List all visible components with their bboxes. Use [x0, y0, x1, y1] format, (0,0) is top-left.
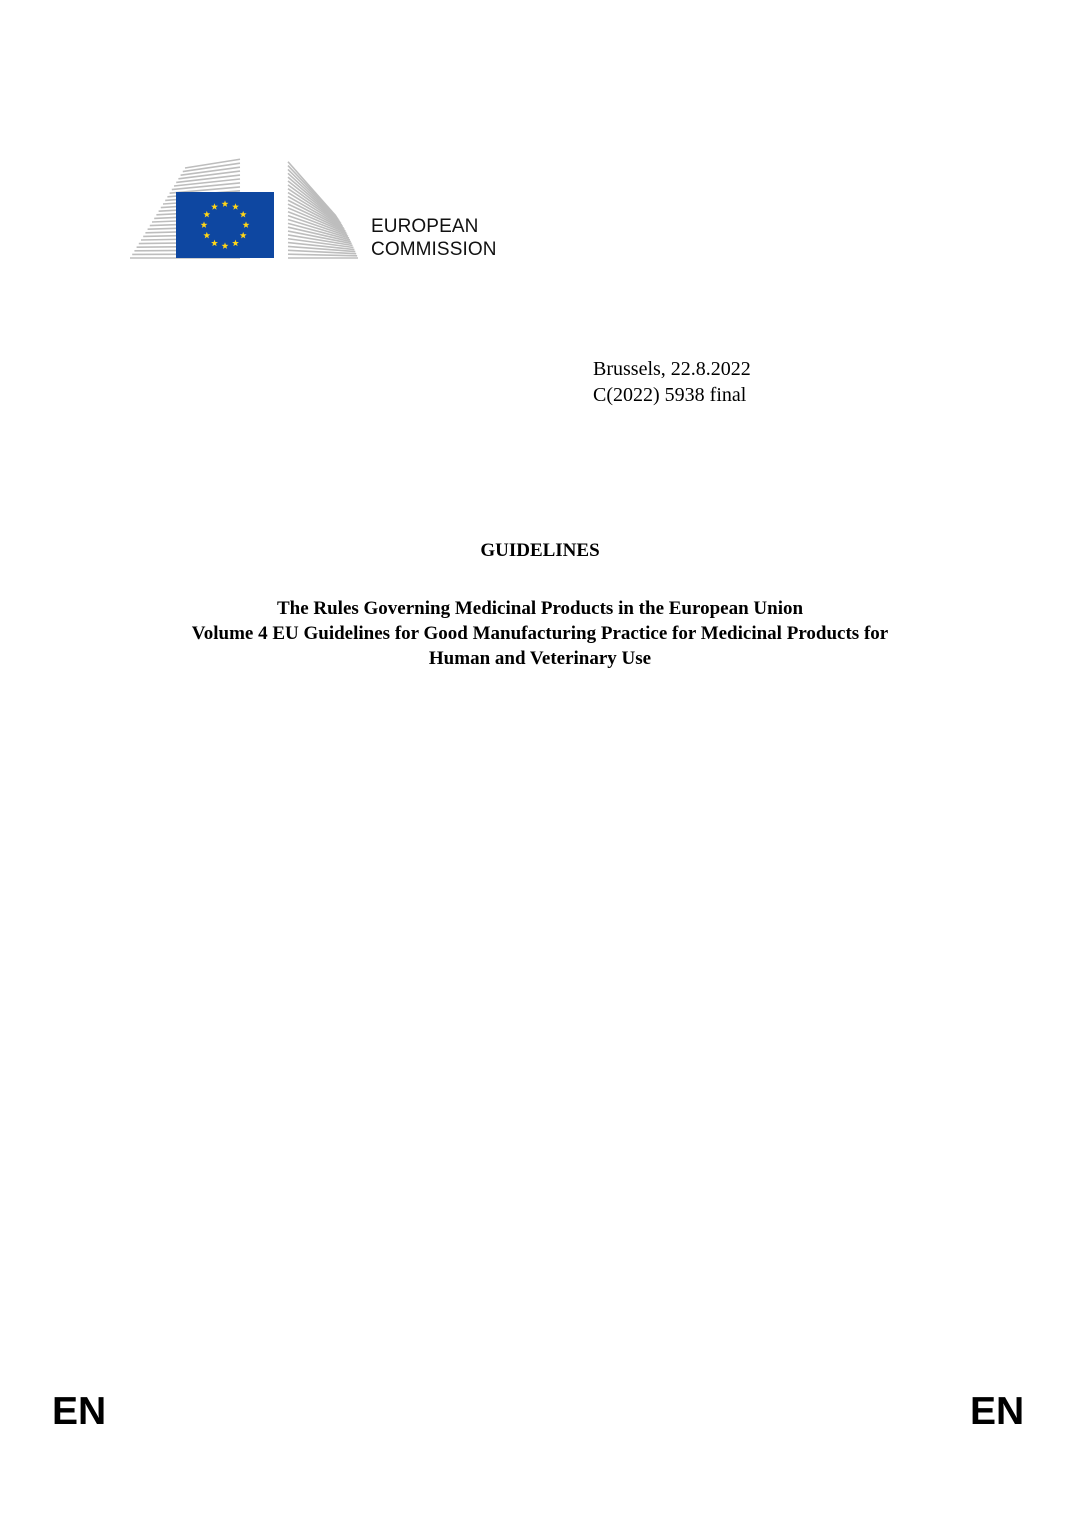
building-right-icon [288, 162, 358, 258]
document-title-line-2: Volume 4 EU Guidelines for Good Manufacturing Practice for Medicinal Products for [191, 623, 889, 644]
organisation-name-line-2: COMMISSION [371, 239, 497, 260]
european-commission-logo-icon [128, 146, 360, 260]
document-type: GUIDELINES [480, 540, 600, 561]
place-date: Brussels, 22.8.2022 [593, 358, 751, 380]
document-title-line-1: The Rules Governing Medicinal Products in the European Union [276, 598, 804, 619]
document-title [80, 596, 1000, 671]
document-title-line-3: Human and Veterinary Use [428, 648, 652, 669]
organisation-name-line-1: EUROPEAN [371, 216, 479, 237]
language-code-left: EN [52, 1390, 107, 1433]
language-code-right: EN [970, 1390, 1025, 1433]
reference-block [593, 356, 751, 408]
organisation-name [371, 215, 497, 261]
document-reference: C(2022) 5938 final [593, 384, 747, 406]
